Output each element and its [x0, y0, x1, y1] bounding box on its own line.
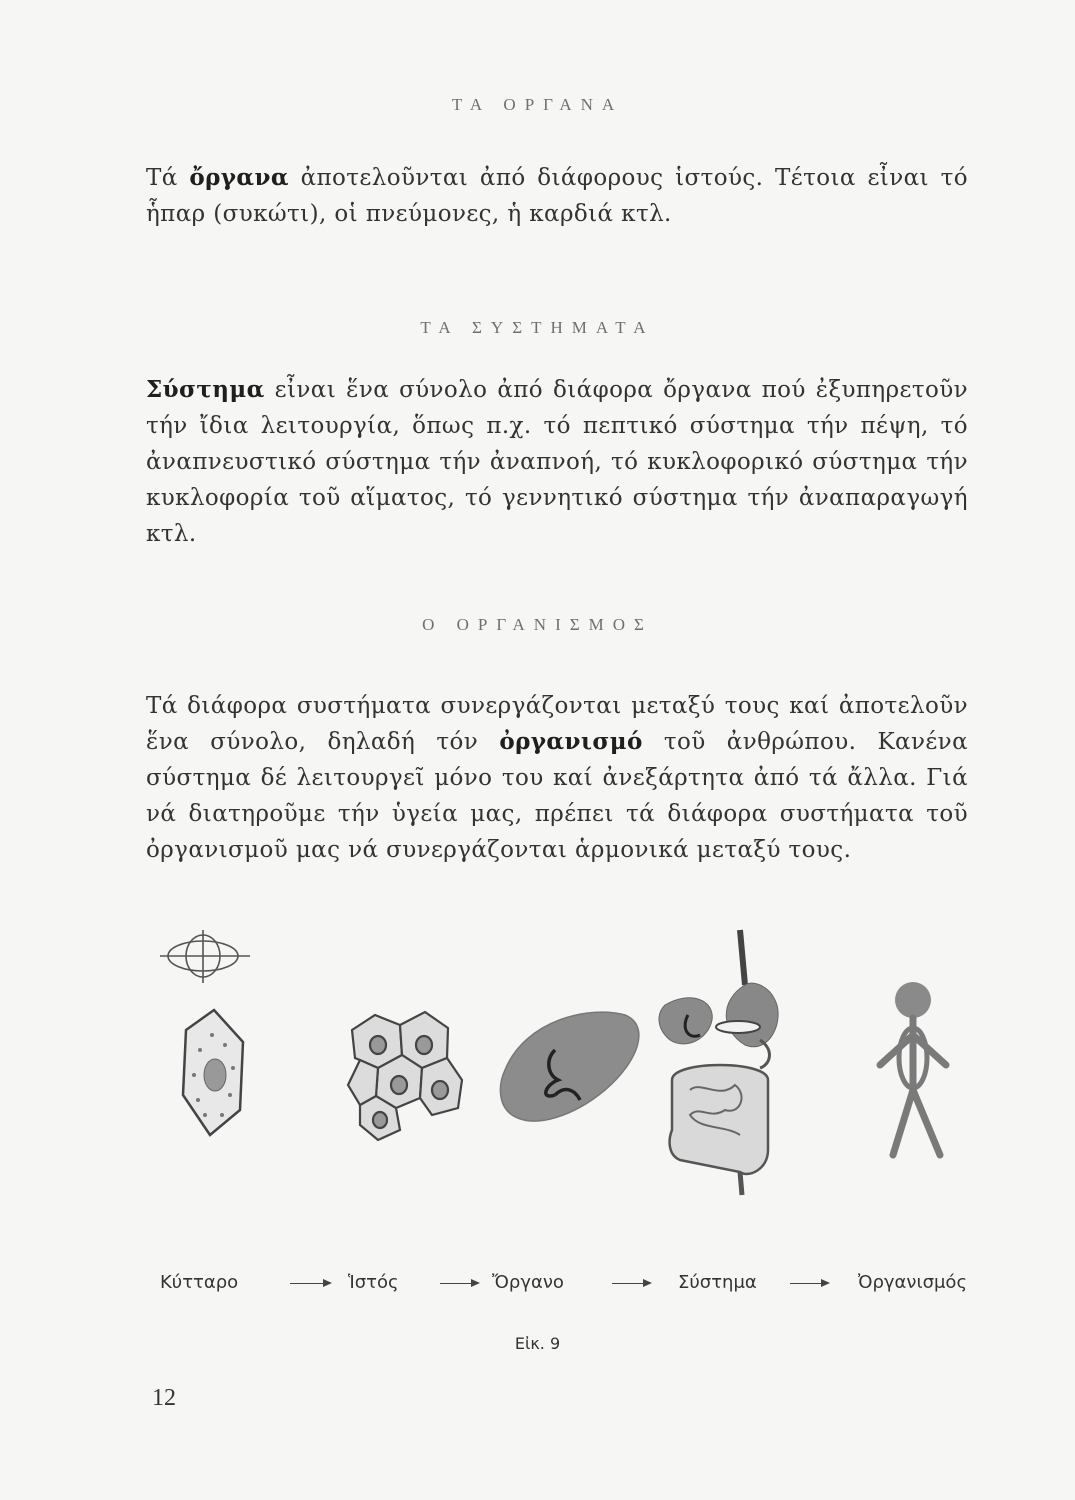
- term-system: Σύστημα: [146, 376, 265, 403]
- organ-drawing: [500, 1012, 638, 1121]
- label-organ: Ὄργανο: [492, 1272, 564, 1293]
- organism-drawing: [880, 982, 946, 1155]
- paragraph-organism-post: τοῦ ἀνθρώπου. Κανένα σύστημα δέ λειτουργεῖ μόνο του καί ἀνεξάρτητα ἀπό τά ἄλλα. Γιά νά διατηροῦμε τήν ὑγεία μας, πρέπει τά διάφορα συστήματα τοῦ ὀργανισμοῦ μας νά συνεργάζονται ἁρμονικά μεταξύ τους.: [146, 729, 968, 863]
- figure-caption: Εἰκ. 9: [514, 1334, 561, 1353]
- label-system: Σύστημα: [678, 1272, 757, 1293]
- heading-systems: ΤΑ ΣΥΣΤΗΜΑΤΑ: [420, 318, 655, 337]
- label-cell: Κύτταρο: [160, 1272, 239, 1293]
- arrow-1: [290, 1283, 330, 1284]
- paragraph-systems-post: εἶναι ἕνα σύνολο ἀπό διάφορα ὄργανα πού ἐξυπηρετοῦν τήν ἴδια λειτουργία, ὅπως π.χ. τό πεπτικό σύστημα τήν πέψη, τό ἀναπνευστικό σύστημα τήν ἀναπνοή, τό κυκλοφορικό σύστημα τήν κυκλοφορία τοῦ αἵματος, τό γεννητικό σύστημα τήν ἀναπαραγωγή κτλ.: [146, 377, 968, 547]
- term-organs: ὄργανα: [189, 164, 289, 191]
- arrow-2: [440, 1283, 478, 1284]
- arrow-4: [790, 1283, 828, 1284]
- arrow-3: [612, 1283, 650, 1284]
- heading-organism: Ο ΟΡΓΑΝΙΣΜΟΣ: [422, 615, 653, 634]
- page-number: 12: [152, 1385, 176, 1411]
- digestive-system-drawing: [659, 930, 778, 1195]
- heading-organs: ΤΑ ΟΡΓΑΝΑ: [451, 95, 624, 114]
- label-tissue: Ἱστός: [348, 1272, 399, 1293]
- globe-icon: [160, 930, 250, 983]
- label-organism: Ὀργανισμός: [858, 1272, 968, 1293]
- term-organism: ὀργανισμό: [499, 728, 643, 755]
- paragraph-organs-post: ἀποτελοῦνται ἀπό διάφορους ἱστούς. Τέτοια εἶναι τό ἧπαρ (συκώτι), οἱ πνεύμονες, ἡ καρδιά κτλ.: [146, 165, 969, 227]
- paragraph-organs-pre: Τά: [146, 165, 190, 191]
- tissue-drawing: [348, 1012, 462, 1140]
- paragraph-organism-pre: Τά διάφορα συστήματα συνεργάζονται μεταξύ τους καί ἀποτελοῦν ἕνα σύνολο, δηλαδή τόν: [146, 693, 968, 755]
- cell-drawing: [183, 1010, 243, 1135]
